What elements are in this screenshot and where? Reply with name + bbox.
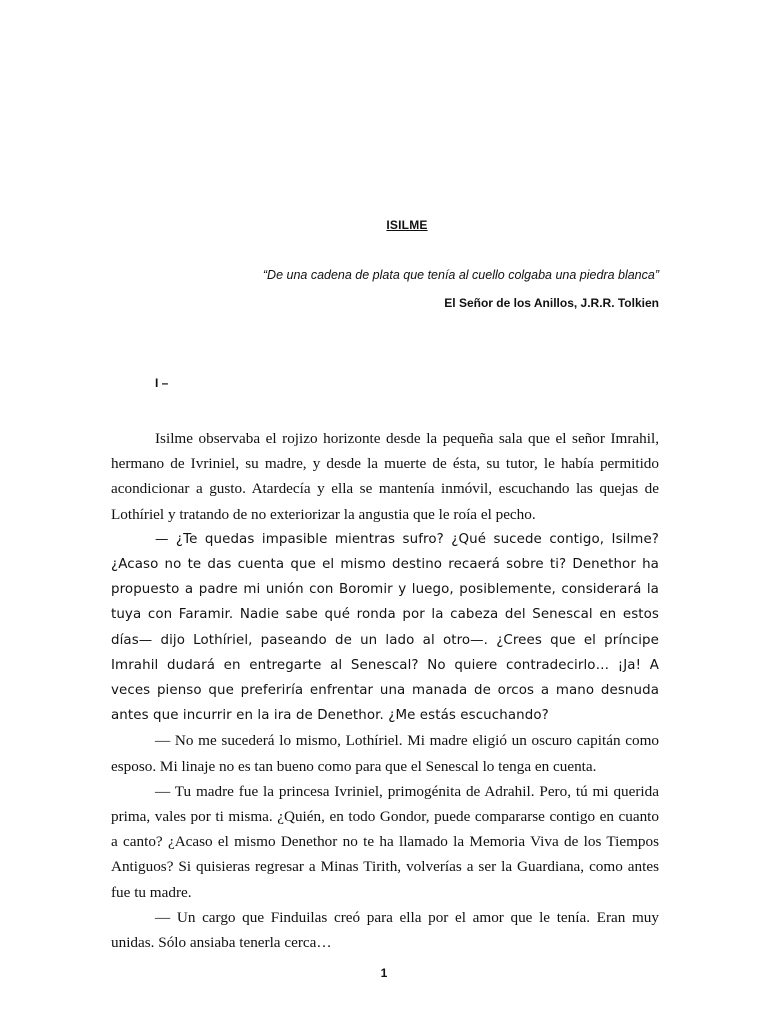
- paragraph: — ¿Te quedas impasible mientras sufro? ¿Qué sucede contigo, Isilme? ¿Acaso no te das cuenta que el mismo destino recaerá sobre ti? Denethor ha propuesto a padre mi unión con Boromir y luego, posiblemente, considerará la tuya con Faramir. Nadie sabe qué ronda por la cabeza del Senescal en estos días— dijo Lothíriel, paseando de un lado al otro—. ¿Crees que el príncipe Imrahil dudará en entregarte al Senescal? No quiere contradecirlo… ¡Ja! A veces pienso que preferiría enfrentar una manada de orcos a mano desnuda antes que incurrir en la ira de Denethor. ¿Me estás escuchando?: [111, 531, 659, 724]
- paragraph: — Tu madre fue la princesa Ivriniel, primogénita de Adrahil. Pero, tú mi querida prima, vales por ti misma. ¿Quién, en todo Gondor, puede compararse contigo en cuanto a canto? ¿Acaso el mismo Denethor no te ha llamado la Memoria Viva de los Tiempos Antiguos? Si quisieras regresar a Minas Tirith, volverías a ser la Guardiana, como antes fue tu madre.: [111, 782, 659, 901]
- page-number: 1: [380, 966, 388, 980]
- paragraph: — No me sucederá lo mismo, Lothíriel. Mi madre eligió un oscuro capitán como esposo. Mi linaje no es tan bueno como para que el Senescal lo tenga en cuenta.: [111, 732, 659, 775]
- epigraph-source: El Señor de los Anillos, J.R.R. Tolkien: [444, 296, 659, 310]
- epigraph-quote: “De una cadena de plata que tenía al cuello colgaba una piedra blanca”: [262, 268, 659, 282]
- paragraph: Isilme observaba el rojizo horizonte desde la pequeña sala que el señor Imrahil, hermano de Ivriniel, su madre, y desde la muerte de ésta, su tutor, le había permitido acondicionar a gusto. Atardecía y ella se mantenía inmóvil, escuchando las quejas de Lothíriel y tratando de no exteriorizar la angustia que le roía el pecho.: [111, 430, 659, 523]
- body-text: [111, 426, 659, 955]
- paragraph: — Un cargo que Finduilas creó para ella por el amor que le tenía. Eran muy unidas. Sólo ansiaba tenerla cerca…: [111, 908, 659, 952]
- chapter-heading: I –: [155, 376, 169, 390]
- document-title: ISILME: [386, 218, 428, 232]
